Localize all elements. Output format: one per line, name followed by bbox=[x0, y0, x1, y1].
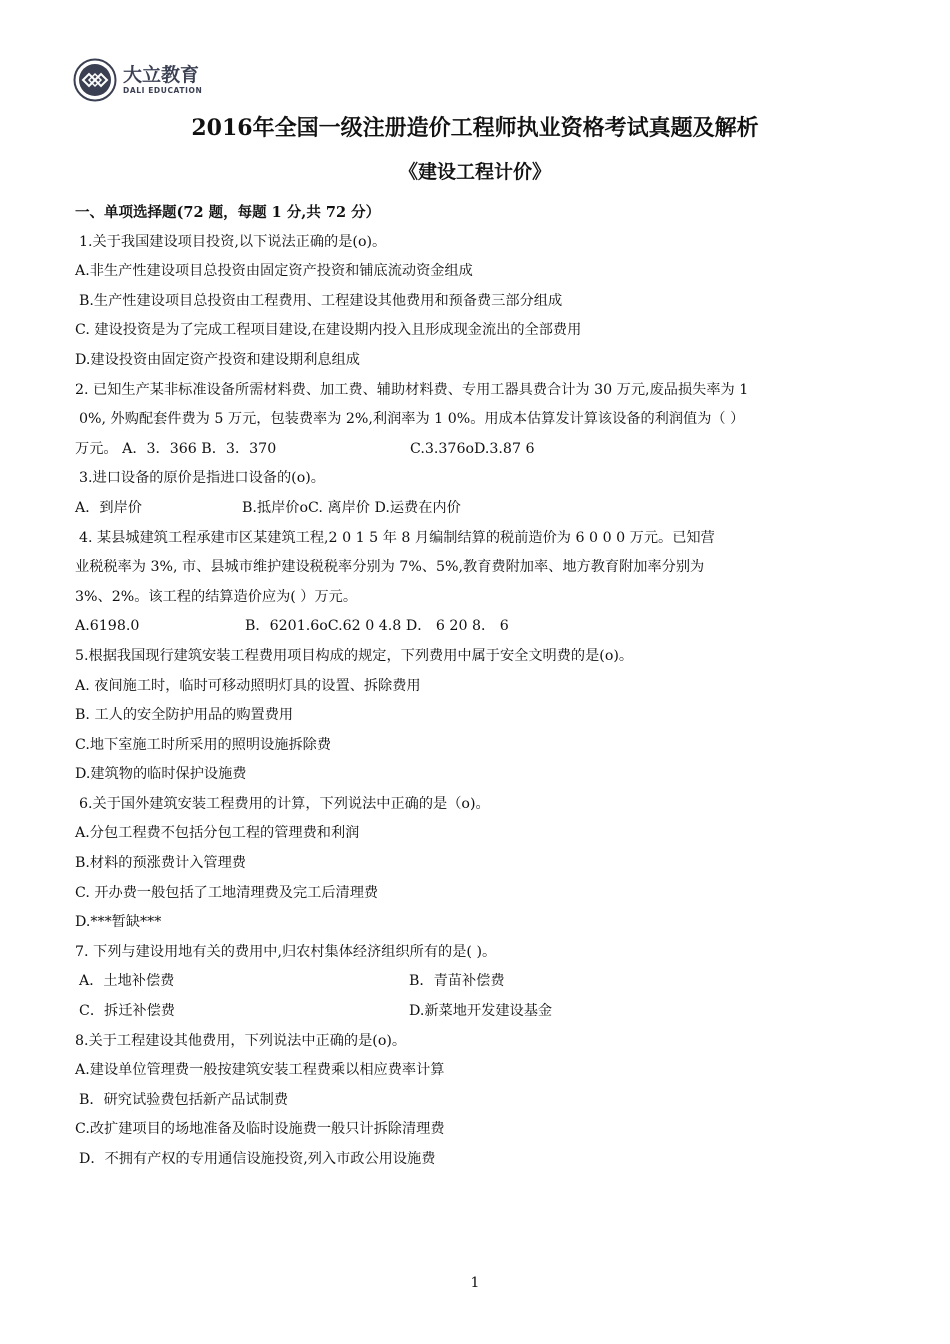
question-4-line-1: 4. 某县城建筑工程承建市区某建筑工程,2 0 1 5 年 8 月编制结算的税前造价为 6 0 0 0 万元。已知营 bbox=[79, 529, 715, 546]
option-6d: D.***暂缺*** bbox=[75, 914, 162, 931]
question-2-line-3 bbox=[75, 435, 887, 465]
question-6: 6.关于国外建筑安装工程费用的计算，下列说法中正确的是（o)。 bbox=[79, 795, 490, 812]
document-title: 2016年全国一级注册造价工程师执业资格考试真题及解析 bbox=[191, 115, 759, 141]
option-1b: B.生产性建设项目总投资由工程费用、工程建设其他费用和预备费三部分组成 bbox=[79, 292, 563, 309]
logo-chinese: 大立教育 bbox=[123, 64, 200, 86]
option-7d: D.新菜地开发建设基金 bbox=[409, 1003, 553, 1020]
logo-english: DALI EDUCATION bbox=[123, 86, 203, 95]
question-7: 7. 下列与建设用地有关的费用中,归农村集体经济组织所有的是( )。 bbox=[75, 943, 497, 960]
question-7-options-ab bbox=[75, 967, 887, 997]
option-1c: C. 建设投资是为了完成工程项目建设,在建设期内投入且形成现金流出的全部费用 bbox=[75, 322, 582, 339]
document-subtitle: 《建设工程计价》 bbox=[398, 161, 551, 183]
question-list bbox=[75, 198, 887, 1175]
question-2-line-1: 2. 已知生产某非标准设备所需材料费、加工费、辅助材料费、专用工器具费合计为 30 万元,废品损失率为 1 bbox=[75, 381, 749, 398]
option-4a: A.6198.0 bbox=[75, 618, 140, 635]
option-8b: B．研究试验费包括新产品试制费 bbox=[79, 1091, 289, 1108]
section-heading: 一、单项选择题(72 题，每题 1 分,共 72 分） bbox=[75, 204, 381, 221]
option-7a: A．土地补偿费 bbox=[79, 973, 175, 990]
option-6b: B.材料的预涨费计入管理费 bbox=[75, 855, 246, 872]
question-2-options-ab: 万元。 A．3．366 B．3．370 bbox=[75, 440, 277, 457]
question-7-options-cd bbox=[75, 997, 887, 1027]
question-8: 8.关于工程建设其他费用，下列说法中正确的是(o)。 bbox=[75, 1032, 407, 1049]
question-4-line-2: 业税税率为 3%, 市、县城市维护建设税税率分别为 7%、5%,教育费附加率、地方教育附加率分别为 bbox=[75, 559, 705, 576]
dali-education-logo-icon bbox=[73, 58, 117, 102]
option-7c: C．拆迁补偿费 bbox=[79, 1003, 175, 1020]
option-6c: C. 开办费一般包括了工地清理费及完工后清理费 bbox=[75, 884, 379, 901]
option-3a: A．到岸价 bbox=[75, 499, 142, 516]
option-4bcd: B．6201.6oC.62 0 4.8 D． 6 20 8． 6 bbox=[245, 618, 509, 635]
option-5a: A. 夜间施工时，临时可移动照明灯具的设置、拆除费用 bbox=[75, 677, 421, 694]
option-5d: D.建筑物的临时保护设施费 bbox=[75, 766, 247, 783]
option-7b: B．青苗补偿费 bbox=[409, 973, 505, 990]
option-1a: A.非生产性建设项目总投资由固定资产投资和铺底流动资金组成 bbox=[75, 263, 473, 280]
option-1d: D.建设投资由固定资产投资和建设期利息组成 bbox=[75, 351, 360, 368]
option-3bcd: B.抵岸价oC. 离岸价 D.运费在内价 bbox=[242, 499, 461, 516]
option-8d: D．不拥有产权的专用通信设施投资,列入市政公用设施费 bbox=[79, 1151, 436, 1167]
question-5: 5.根据我国现行建筑安装工程费用项目构成的规定，下列费用中属于安全文明费的是(o)。 bbox=[75, 647, 634, 664]
logo bbox=[73, 58, 202, 102]
question-2-line-2: 0%, 外购配套件费为 5 万元，包装费率为 2%,利润率为 1 0%。用成本估算发计算该设备的利润值为（ ） bbox=[79, 411, 745, 428]
option-8c: C.改扩建项目的场地准备及临时设施费一般只计拆除清理费 bbox=[75, 1121, 445, 1138]
question-1: 1.关于我国建设项目投资,以下说法正确的是(o)。 bbox=[79, 233, 387, 250]
option-6a: A.分包工程费不包括分包工程的管理费和利润 bbox=[75, 825, 360, 842]
question-3: 3.进口设备的原价是指进口设备的(o)。 bbox=[79, 470, 325, 487]
question-2-options-cd: C.3.376oD.3.87 6 bbox=[410, 440, 535, 457]
question-3-options bbox=[75, 494, 887, 524]
option-5c: C.地下室施工时所采用的照明设施拆除费 bbox=[75, 736, 332, 753]
question-4-line-3: 3%、2%。该工程的结算造价应为( ）万元。 bbox=[75, 588, 358, 605]
option-8a: A.建设单位管理费一般按建筑安装工程费乘以相应费率计算 bbox=[75, 1062, 445, 1079]
page-number: 1 bbox=[470, 1275, 480, 1291]
question-4-options bbox=[75, 612, 887, 642]
option-5b: B. 工人的安全防护用品的购置费用 bbox=[75, 707, 294, 724]
